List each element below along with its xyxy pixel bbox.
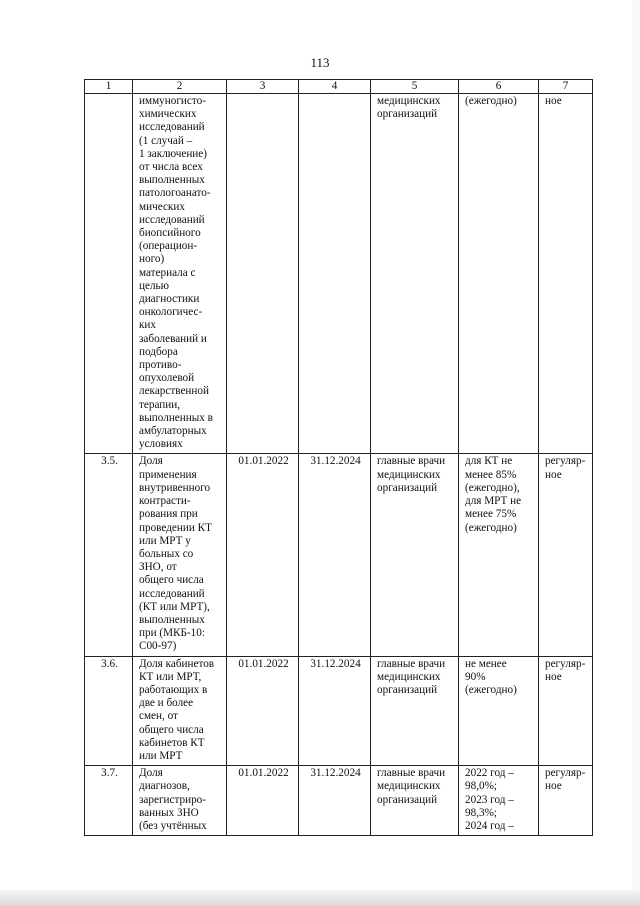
indicator-name-cell: Доля применения внутривенного контрасти- рования при проведении КТ или МРТ у больных со ЗНО, от общего числа исследований (КТ или МРТ), выполненных при (МКБ-10: С00-97) — [133, 454, 227, 656]
start-date-cell: 01.01.2022 — [227, 454, 299, 656]
indicator-name-cell: Доля диагнозов, зарегистриро- ванных ЗНО (без учтённых — [133, 766, 227, 836]
indicator-name-cell: иммуногисто- химических исследований (1 случай – 1 заключение) от числа всех выполненных патологоанато- мических исследований биопсийного (операцион- ного) материала с целью диагностики онкологичес- ких заболеваний и подбора противо- опухолевой лекарственной терапии, выполненных в амбулаторных условиях — [133, 94, 227, 454]
table-row — [85, 656, 593, 766]
row-number-cell — [85, 94, 133, 454]
column-header: 7 — [539, 80, 593, 94]
frequency-cell: регуляр- ное — [539, 656, 593, 766]
start-date-cell: 01.01.2022 — [227, 656, 299, 766]
end-date-cell — [299, 94, 371, 454]
end-date-cell: 31.12.2024 — [299, 454, 371, 656]
indicator-name-cell: Доля кабинетов КТ или МРТ, работающих в две и более смен, от общего числа кабинетов КТ или МРТ — [133, 656, 227, 766]
scan-margin — [632, 0, 640, 905]
end-date-cell: 31.12.2024 — [299, 766, 371, 836]
responsible-cell: медицинских организаций — [371, 94, 459, 454]
row-number-cell: 3.5. — [85, 454, 133, 656]
column-header: 2 — [133, 80, 227, 94]
start-date-cell — [227, 94, 299, 454]
table-header-row — [85, 80, 593, 94]
frequency-cell: регуляр- ное — [539, 454, 593, 656]
frequency-cell: ное — [539, 94, 593, 454]
column-header: 5 — [371, 80, 459, 94]
row-number-cell: 3.6. — [85, 656, 133, 766]
target-value-cell: 2022 год – 98,0%; 2023 год – 98,3%; 2024 год – — [459, 766, 539, 836]
start-date-cell: 01.01.2022 — [227, 766, 299, 836]
column-header: 1 — [85, 80, 133, 94]
table-row — [85, 454, 593, 656]
column-header: 4 — [299, 80, 371, 94]
target-value-cell: для КТ не менее 85% (ежегодно), для МРТ не менее 75% (ежегодно) — [459, 454, 539, 656]
scan-bottom-edge — [0, 890, 640, 905]
measures-table — [84, 79, 593, 836]
target-value-cell: (ежегодно) — [459, 94, 539, 454]
end-date-cell: 31.12.2024 — [299, 656, 371, 766]
target-value-cell: не менее 90% (ежегодно) — [459, 656, 539, 766]
page-number: 113 — [310, 55, 330, 70]
column-header: 3 — [227, 80, 299, 94]
table-row — [85, 94, 593, 454]
responsible-cell: главные врачи медицинских организаций — [371, 454, 459, 656]
frequency-cell: регуляр- ное — [539, 766, 593, 836]
responsible-cell: главные врачи медицинских организаций — [371, 656, 459, 766]
responsible-cell: главные врачи медицинских организаций — [371, 766, 459, 836]
column-header: 6 — [459, 80, 539, 94]
table-row — [85, 766, 593, 836]
row-number-cell: 3.7. — [85, 766, 133, 836]
